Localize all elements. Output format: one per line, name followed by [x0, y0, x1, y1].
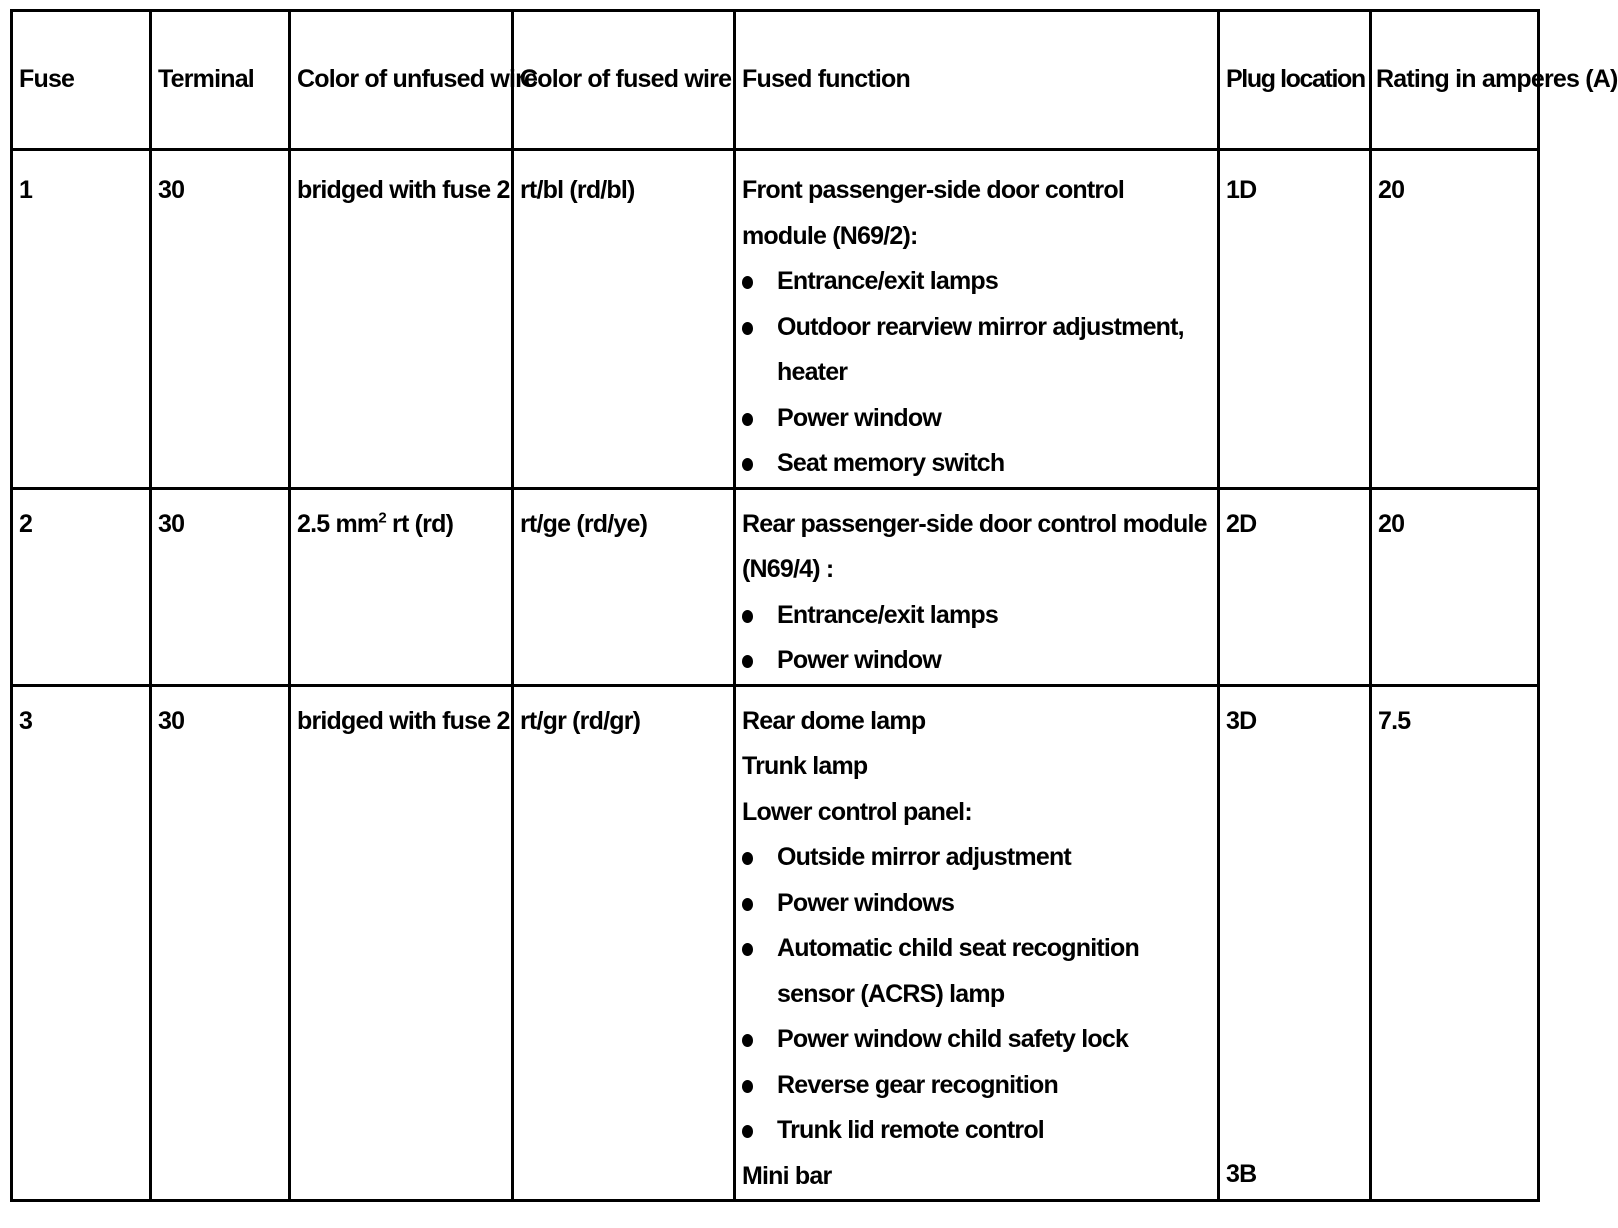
- function-bullet: [742, 881, 1209, 927]
- function-cell: [735, 488, 1219, 685]
- rating-value: 7.5: [1378, 706, 1411, 735]
- function-line: Trunk lamp: [742, 752, 868, 780]
- function-line: Mini bar: [742, 1161, 832, 1190]
- bullet-icon: [742, 898, 753, 911]
- rating-value: 20: [1378, 176, 1405, 204]
- terminal-cell: [151, 150, 290, 489]
- bullet-icon: [742, 276, 753, 289]
- bullet-text: Outdoor rearview mirror adjustment, heater: [777, 312, 1184, 386]
- table-row: [12, 150, 1539, 489]
- function-title: Rear passenger-side door control module (N69/4) :: [742, 509, 1207, 583]
- function-line: Rear dome lamp: [742, 706, 926, 735]
- table-row: [12, 488, 1539, 685]
- header-function-label: Fused function: [742, 65, 910, 94]
- bullet-icon: [742, 943, 753, 956]
- table-row: [12, 685, 1539, 1201]
- function-cell: [735, 685, 1219, 1201]
- rating-cell: [1371, 685, 1539, 1201]
- function-bullet: [742, 638, 1209, 684]
- bullet-text: Outside mirror adjustment: [777, 843, 1071, 871]
- header-plug: [1219, 11, 1371, 150]
- fused-wire-value: rt/bl (rd/bl): [520, 176, 635, 204]
- function-bullet: [742, 1063, 1209, 1109]
- fused-wire-cell: [513, 488, 735, 685]
- fuse-cell: [12, 685, 151, 1201]
- fuse-number: 2: [19, 509, 33, 538]
- function-bullet: [742, 396, 1209, 442]
- fuse-cell: [12, 150, 151, 489]
- bullet-text: Power window: [777, 646, 942, 674]
- function-bullet: [742, 835, 1209, 881]
- terminal-value: 30: [158, 509, 185, 538]
- header-fused-wire: [513, 11, 735, 150]
- header-fuse: [12, 11, 151, 150]
- unfused-wire-cell: [290, 150, 513, 489]
- terminal-cell: [151, 488, 290, 685]
- unfused-wire-cell: [290, 488, 513, 685]
- unfused-wire-superscript: 2: [378, 509, 386, 527]
- bullet-icon: [742, 610, 753, 623]
- function-title: Front passenger-side door control module (N69/2):: [742, 176, 1124, 250]
- header-fused-wire-label: Color of fused wire: [520, 65, 732, 94]
- unfused-wire-value: bridged with fuse 2: [297, 706, 510, 735]
- rating-cell: [1371, 488, 1539, 685]
- unfused-wire-suffix: rt (rd): [385, 509, 454, 538]
- header-fuse-label: Fuse: [19, 65, 75, 94]
- bullet-text: Reverse gear recognition: [777, 1070, 1058, 1099]
- rating-cell: [1371, 150, 1539, 489]
- plug-cell: [1219, 488, 1371, 685]
- unfused-wire-cell: [290, 685, 513, 1201]
- header-terminal-label: Terminal: [158, 65, 254, 94]
- fuse-number: 1: [19, 176, 33, 204]
- header-plug-label: Plug location: [1226, 65, 1365, 94]
- function-bullet: [742, 1108, 1209, 1154]
- plug-cell: [1219, 685, 1371, 1201]
- fuse-table: [10, 9, 1618, 1202]
- header-terminal: [151, 11, 290, 150]
- header-function: [735, 11, 1219, 150]
- fuse-number: 3: [19, 706, 33, 735]
- function-bullet: [742, 259, 1209, 305]
- fused-wire-value: rt/gr (rd/gr): [520, 706, 641, 735]
- header-rating-label: Rating in amperes (A): [1376, 65, 1618, 94]
- fuse-cell: [12, 488, 151, 685]
- plug-value: 2D: [1226, 509, 1257, 538]
- plug-value-secondary: 3B: [1226, 1159, 1257, 1188]
- bullet-text: Trunk lid remote control: [777, 1116, 1044, 1144]
- rating-value: 20: [1378, 509, 1405, 538]
- bullet-text: Automatic child seat recognition sensor (ACRS) lamp: [777, 934, 1139, 1008]
- unfused-wire-value: 2.5 mm: [297, 509, 379, 538]
- plug-cell: [1219, 150, 1371, 489]
- bullet-text: Entrance/exit lamps: [777, 600, 999, 629]
- function-bullet: [742, 305, 1209, 396]
- header-unfused-wire-label: Color of unfused wire: [297, 65, 538, 94]
- bullet-text: Seat memory switch: [777, 449, 1005, 477]
- unfused-wire-value: bridged with fuse 2: [297, 176, 510, 204]
- terminal-cell: [151, 685, 290, 1201]
- bullet-icon: [742, 655, 753, 668]
- function-line: Lower control panel:: [742, 797, 972, 826]
- header-unfused-wire: [290, 11, 538, 150]
- bullet-icon: [742, 1125, 753, 1138]
- bullet-text: Power window child safety lock: [777, 1025, 1129, 1053]
- bullet-icon: [742, 413, 753, 426]
- function-bullet: [742, 1017, 1209, 1063]
- bullet-icon: [742, 322, 753, 335]
- function-bullet: [742, 593, 1209, 639]
- function-bullet: [742, 926, 1209, 1017]
- fused-wire-value: rt/ge (rd/ye): [520, 509, 648, 538]
- fused-wire-cell: [513, 150, 735, 489]
- header-row: [12, 11, 1539, 150]
- terminal-value: 30: [158, 176, 185, 204]
- terminal-value: 30: [158, 706, 185, 735]
- bullet-icon: [742, 458, 753, 471]
- bullet-text: Power window: [777, 403, 942, 432]
- header-rating: [1371, 11, 1618, 150]
- plug-value: 1D: [1226, 176, 1257, 204]
- plug-value: 3D: [1226, 706, 1257, 735]
- bullet-icon: [742, 1034, 753, 1047]
- bullet-icon: [742, 852, 753, 865]
- function-bullet: [742, 441, 1209, 487]
- fused-wire-cell: [513, 685, 735, 1201]
- bullet-icon: [742, 1080, 753, 1093]
- bullet-text: Power windows: [777, 888, 955, 917]
- bullet-text: Entrance/exit lamps: [777, 267, 999, 295]
- function-cell: [735, 150, 1219, 489]
